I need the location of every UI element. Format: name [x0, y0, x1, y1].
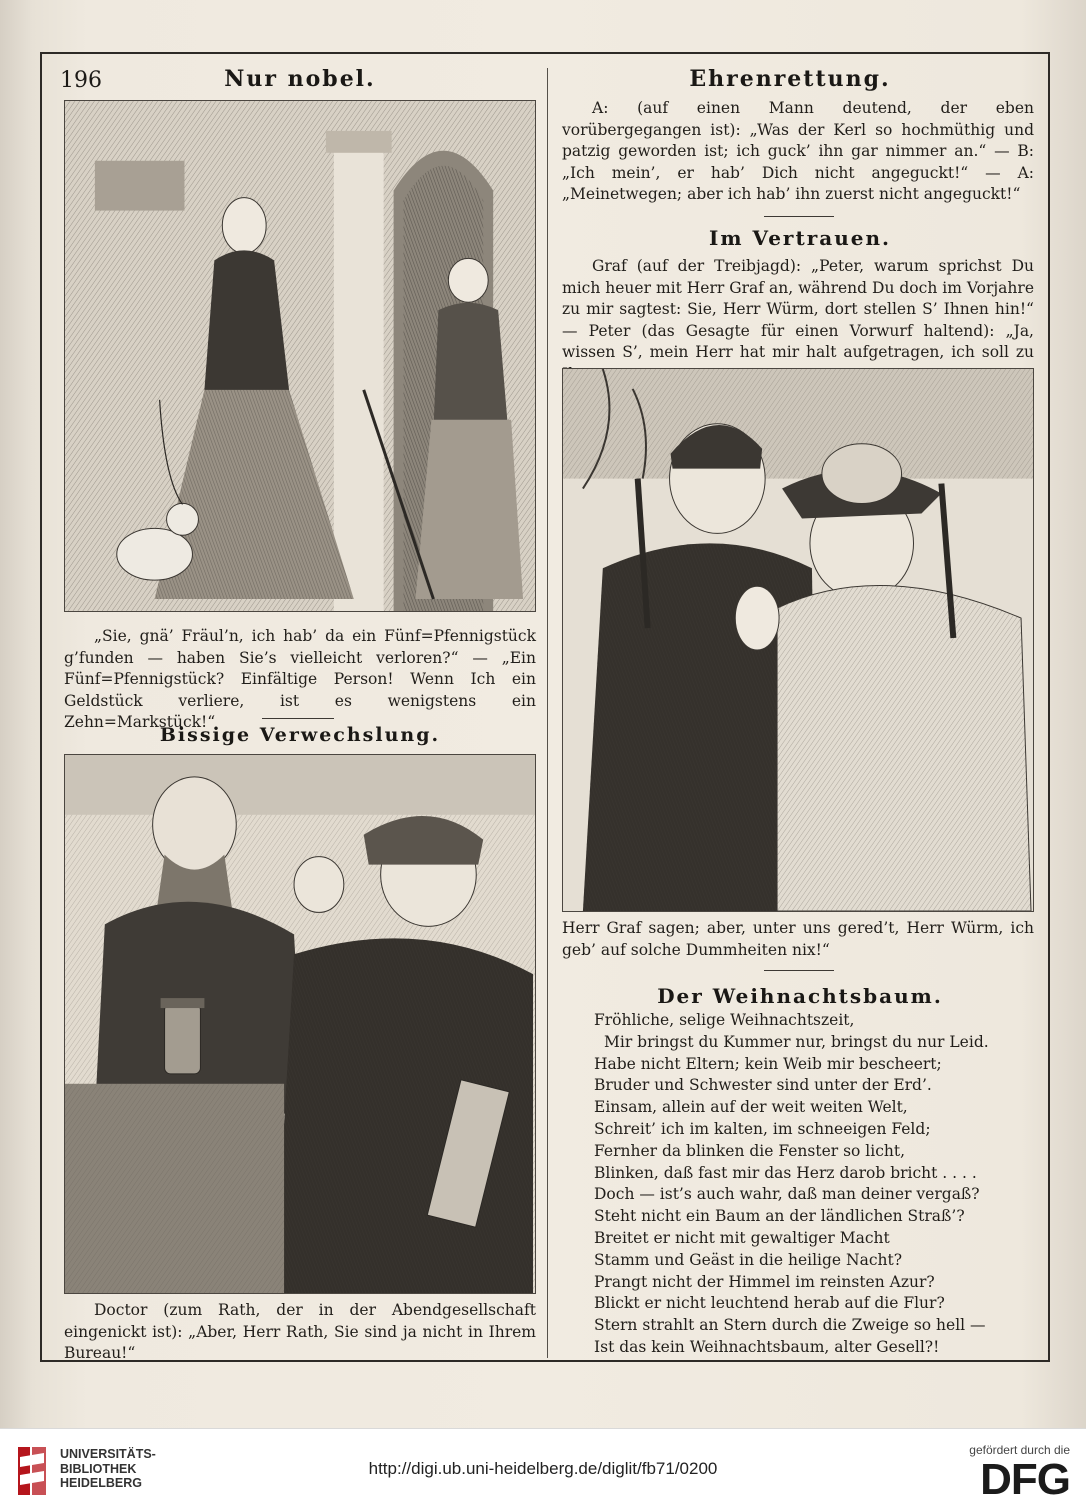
heading-bissige-verwechslung: Bissige Verwechslung.	[159, 724, 441, 746]
poem-line: Einsam, allein auf der weit weiten Welt,	[594, 1098, 908, 1117]
poem-line: Breitet er nicht mit gewaltiger Macht	[594, 1228, 890, 1247]
page-number: 196	[60, 68, 102, 93]
poem-line: Mir bringst du Kummer nur, bringst du nur Leid.	[604, 1032, 989, 1051]
engraving-tavern-scene	[65, 755, 535, 1293]
separator-rule	[764, 970, 834, 971]
heading-der-weihnachtsbaum: Der Weihnachtsbaum.	[657, 984, 943, 1008]
poem-line: Fröhliche, selige Weihnachtszeit,	[594, 1011, 855, 1029]
sponsor-block[interactable]	[950, 1443, 1070, 1503]
heading-im-vertrauen: Im Vertrauen.	[709, 226, 891, 250]
engraving-lady-with-dog	[65, 101, 535, 611]
poem-line: Stamm und Geäst in die heilige Nacht?	[594, 1250, 903, 1269]
poem-line: Fernher da blinken die Fenster so licht,	[594, 1141, 906, 1160]
separator-rule	[764, 216, 834, 217]
poem-line: Bruder und Schwester sind unter der Erd’.	[594, 1076, 932, 1095]
illustration-hunters	[562, 368, 1034, 912]
caption-bissige-verwechslung: Doctor (zum Rath, der in der Abendgesellschaft eingenickt ist): „Aber, Herr Rath, Sie sind ja nicht in Ihrem Bureau!“	[64, 1301, 536, 1362]
viewer-footer	[0, 1428, 1086, 1512]
heading-ehrenrettung: Ehrenrettung.	[689, 66, 891, 92]
separator-rule	[262, 718, 334, 719]
caption-nur-nobel: „Sie, gnä’ Fräul’n, ich hab’ da ein Fünf=Pfennigstück g’funden — haben Sie’s vielleicht verloren?“ — „Ein Fünf=Pfennigstück? Einfältige Person! Wenn Ich ein Geldstück verliere, ist es wenigstens ein Zehn=Markstück!“	[64, 627, 536, 731]
poem-line: Prangt nicht der Himmel im reinsten Azur?	[594, 1272, 935, 1291]
library-name-line: UNIVERSITÄTS-	[60, 1447, 156, 1461]
heading-nur-nobel: Nur nobel.	[224, 66, 376, 92]
poem-line: Ist das kein Weihnachtsbaum, alter Gesell?!	[594, 1337, 940, 1356]
illustration-lady-with-dog	[64, 100, 536, 612]
text-im-vertrauen-continued: Herr Graf sagen; aber, unter uns gered’t, Herr Würm, ich geb’ auf solche Dummheiten nix!“	[562, 919, 1034, 959]
library-name-line: BIBLIOTHEK	[60, 1461, 137, 1476]
column-rule	[547, 68, 548, 1358]
poem-line: Doch — ist’s auch wahr, daß man deiner vergaß?	[594, 1185, 980, 1204]
sponsor-text: gefördert durch die	[969, 1443, 1070, 1457]
illustration-doctor-and-rath	[64, 754, 536, 1294]
text-im-vertrauen: Graf (auf der Treibjagd): „Peter, warum sprichst Du mich heuer mit Herr Graf an, während Du doch im Vorjahre zu mir sagtest: Sie, Herr Würm, dort stellen S’ Ihnen hin!“ — Peter (das Gesagte für einen Vorwurf haltend): „Ja, wissen S’, mein Herr hat mir halt aufgetragen, ich soll zu	[562, 257, 1034, 361]
poem-line: Blickt er nicht leuchtend herab auf die Flur?	[594, 1294, 945, 1313]
permalink-url[interactable]: http://digi.ub.uni-heidelberg.de/diglit/fb71/0200	[368, 1459, 718, 1478]
poem-line: Habe nicht Eltern; kein Weib mir bescheert;	[594, 1054, 942, 1073]
library-name-line: HEIDELBERG	[60, 1476, 142, 1490]
poem-line: Stern strahlt an Stern durch die Zweige so hell —	[594, 1316, 986, 1335]
poem-weihnachtsbaum	[594, 1010, 989, 1359]
poem-line: Schreit’ ich im kalten, im schneeigen Feld;	[594, 1119, 931, 1138]
dfg-logo: DFG	[980, 1455, 1070, 1504]
poem-line: Steht nicht ein Baum an der ländlichen Straß’?	[594, 1207, 965, 1226]
text-ehrenrettung: A: (auf einen Mann deutend, der eben vorübergegangen ist): „Was der Kerl so hochmüthig und patzig geworden ist; ich guck’ ihn gar nimmer an.“ — B: „Ich mein’, er hab’ Dich nicht angeguckt!“ — A: „Meinetwegen; aber ich hab’ ihn zuerst nicht angeguckt!“	[562, 99, 1034, 203]
poem-line: Blinken, daß fast mir das Herz darob bricht . . . .	[594, 1163, 977, 1182]
engraving-two-hunters	[563, 369, 1033, 911]
